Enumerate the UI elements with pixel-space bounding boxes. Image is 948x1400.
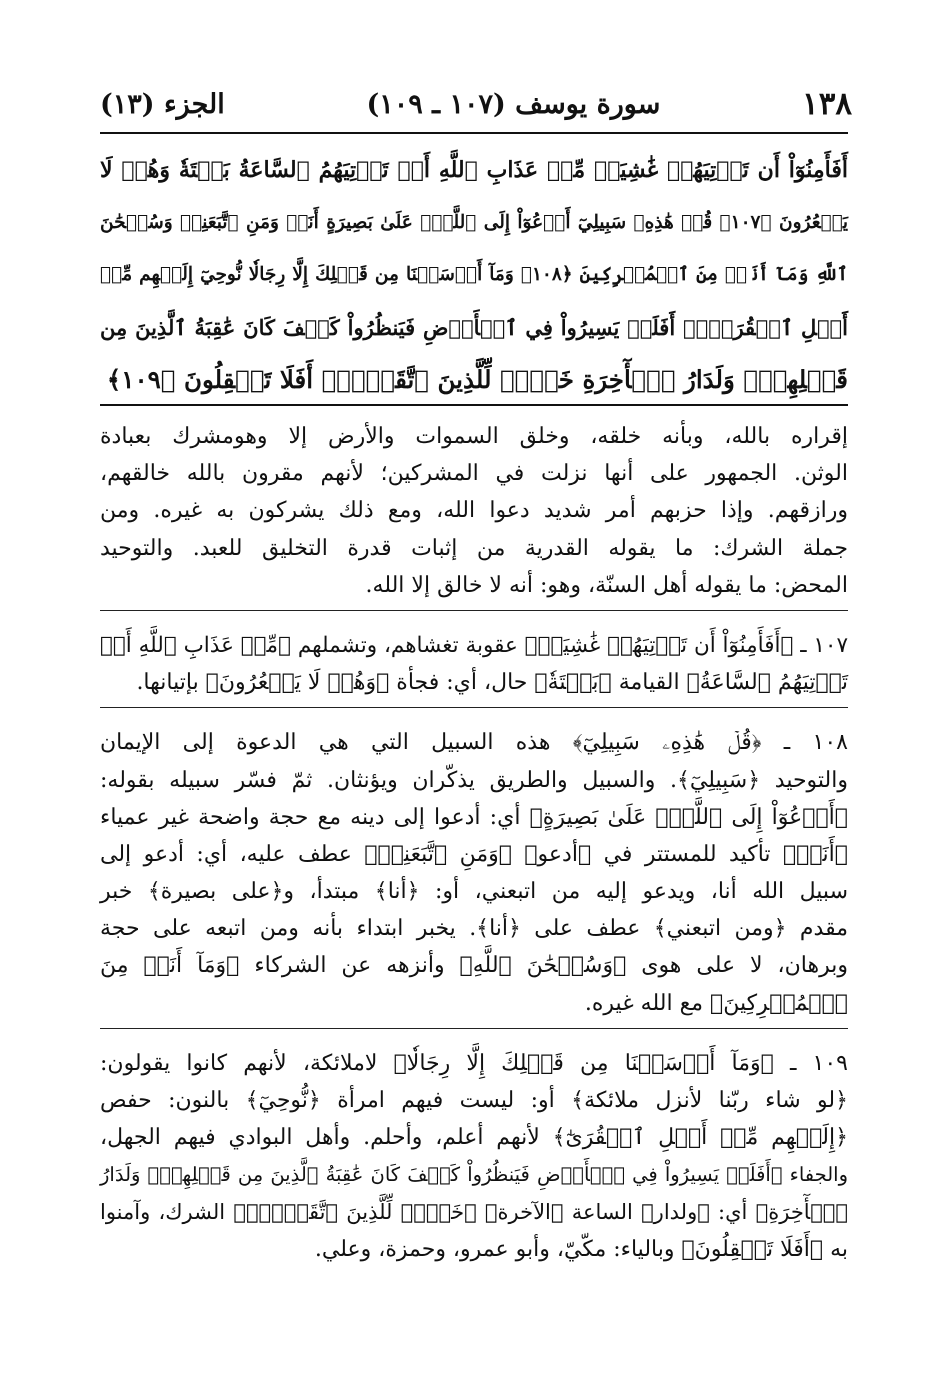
commentary-line: ﴿أَنَا۠﴾ تأكيد للمستتر في ﴿أدعو﴾ ﴿وَمَنِ ٱتَّبَعَنِيۖ﴾ عطف عليه، أي: أدعو إلى	[100, 841, 848, 867]
page-number: ١٣٨	[802, 86, 852, 122]
commentary-line: ﴿لو شاء ربّنا لأنزل ملائكة﴾ أو: ليست فيهم امرأة ﴿نُّوحِيٓ﴾ بالنون: حفص	[100, 1088, 848, 1113]
paragraph-divider	[100, 610, 848, 623]
commentary-verse-109	[100, 1045, 848, 1268]
commentary-line: ١٠٨ ـ ﴿قُلۡ هَٰذِهِۦ سَبِيلِيٓ﴾ هذه السبيل التي هي الدعوة إلى الإيمان	[100, 730, 848, 756]
commentary-line: ١٠٩ ـ ﴿وَمَآ أَرۡسَلۡنَا مِن قَبۡلِكَ إِلَّا رِجَالٗا﴾ لاملائكة، لأنهم كانوا يقولون:	[100, 1050, 848, 1076]
commentary-line: مقدم ﴿ومن اتبعني﴾ عطف على ﴿أنا﴾. يخبر ابتداء بأنه ومن اتبعه على حجة	[100, 916, 848, 942]
verse-line: يَشۡعُرُونَ ﴿١٠٧﴾ قُلۡ هَٰذِهِۦ سَبِيلِيٓ أَدۡعُوٓاْ إِلَى ٱللَّهِۚ عَلَىٰ بَصِيرَةٍ أَنَا۠ وَمَنِ ٱتَّبَعَنِيۖ وَسُبۡحَٰنَ	[100, 211, 848, 233]
commentary-verse-108	[100, 724, 848, 1022]
commentary-line: ٱلۡمُشۡرِكِينَ﴾ مع الله غيره.	[584, 990, 848, 1016]
commentary-line: والتوحيد ﴿سَبِيلِيٓ﴾. والسبيل والطريق يذكّران ويؤنثان. ثمّ فسّر سبيله بقوله:	[100, 767, 848, 793]
surah-title: سورة يوسف (١٠٧ ـ ١٠٩)	[366, 88, 661, 120]
commentary-line: تَأۡتِيَهُمُ ٱلسَّاعَةُ﴾ القيامة ﴿بَغۡتَةٗ﴾ حال، أي: فجأة ﴿وَهُمۡ لَا يَشۡعُرُونَ﴾ بإتيانها.	[136, 670, 848, 696]
commentary-line: ١٠٧ ـ ﴿أَفَأَمِنُوٓاْ أَن تَأۡتِيَهُمۡ غَٰشِيَةٞ﴾ عقوبة تغشاهم، وتشملهم ﴿مِّنۡ عَذَابِ ٱللَّهِ أَوۡ	[100, 632, 848, 658]
header-divider	[100, 132, 848, 134]
verse-line: أَفَأَمِنُوٓاْ أَن تَأۡتِيَهُمۡ غَٰشِيَةٞ مِّنۡ عَذَابِ ٱللَّهِ أَوۡ تَأۡتِيَهُمُ ٱلسَّاعَةُ بَغۡتَةٗ وَهُمۡ لَا	[100, 157, 848, 183]
commentary-line: ٱلۡأٓخِرَةِ﴾ أي: ﴿ولدار﴾ الساعة ﴿الآخرة﴾ ﴿خَيۡرٞ لِّلَّذِينَ ٱتَّقَوۡاْۚ﴾ الشرك، وآمنوا	[100, 1199, 848, 1224]
commentary-line: به ﴿أَفَلَا تَعۡقِلُونَ﴾ وبالياء: مكّيّ، وأبو عمرو، وحمزة، وعلي.	[314, 1236, 848, 1262]
quran-verses-block	[100, 144, 848, 407]
verse-line: ٱللَّهِ وَمَآ أَنَا۠ مِنَ ٱلۡمُشۡرِكِينَ ﴿١٠٨﴾ وَمَآ أَرۡسَلۡنَا مِن قَبۡلِكَ إِلَّا رِجَالٗا نُّوحِيٓ إِلَيۡهِم مِّنۡ	[100, 264, 848, 285]
juz-label: الجزء (١٣)	[100, 88, 225, 120]
verse-line: أَهۡلِ ٱلۡقُرَىٰٓۗ أَفَلَمۡ يَسِيرُواْ فِي ٱلۡأَرۡضِ فَيَنظُرُواْ كَيۡفَ كَانَ عَٰقِبَةُ ٱلَّذِينَ مِن	[100, 314, 848, 340]
commentary-intro	[100, 418, 848, 604]
paragraph-divider	[100, 707, 848, 720]
verses-divider	[100, 404, 848, 406]
verse-line: قَبۡلِهِمۡۗ وَلَدَارُ ٱلۡأٓخِرَةِ خَيۡرٞ لِّلَّذِينَ ٱتَّقَوۡاْۚ أَفَلَا تَعۡقِلُونَ ﴿١٠٩﴾	[106, 365, 848, 394]
commentary-line: ﴿أَدۡعُوٓاْ إِلَى ٱللَّهِۚ عَلَىٰ بَصِيرَةٍ﴾ أي: أدعوا إلى دينه مع حجة واضحة غير عمياء	[100, 804, 848, 830]
commentary-line: والجفاء ﴿أَفَلَمۡ يَسِيرُواْ فِي ٱلۡأَرۡضِ فَيَنظُرُواْ كَيۡفَ كَانَ عَٰقِبَةُ ٱلَّذِينَ مِن قَبۡلِهِمۡۗ وَلَدَارُ	[100, 1163, 848, 1187]
commentary-verse-107	[100, 627, 848, 701]
page-header	[100, 82, 852, 126]
commentary-line: جملة الشرك: ما يقوله القدرية من إثبات قدرة التخليق للعبد. والتوحيد	[100, 535, 848, 561]
commentary-line: ورازقهم. وإذا حزبهم أمر شديد دعوا الله، ومع ذلك يشركون به غيره. ومن	[100, 498, 848, 524]
commentary-line: وبرهان، لا على هوى ﴿وَسُبۡحَٰنَ ٱللَّهِ﴾ وأنزهه عن الشركاء ﴿وَمَآ أَنَا۠ مِنَ	[100, 953, 848, 979]
commentary-line: إقراره بالله، وبأنه خلقه، وخلق السموات والأرض إلا وهومشرك بعبادة	[100, 424, 848, 449]
commentary-line: الوثن. الجمهور على أنها نزلت في المشركين؛ لأنهم مقرون بالله خالقهم،	[100, 461, 848, 487]
tafsir-commentary	[100, 418, 848, 1268]
commentary-line: سبيل الله أنا، ويدعو إليه من اتبعني، أو: ﴿أنا﴾ مبتدأ، و﴿على بصيرة﴾ خبر	[100, 879, 848, 905]
commentary-line: ﴿إِلَيۡهِم مِّنۡ أَهۡلِ ٱلۡقُرَىٰٓ﴾ لأنهم أعلم، وأحلم. وأهل البوادي فيهم الجهل،	[100, 1125, 848, 1151]
commentary-line: المحض: ما يقوله أهل السنّة، وهو: أنه لا خالق إلا الله.	[365, 572, 848, 598]
paragraph-divider	[100, 1028, 848, 1041]
